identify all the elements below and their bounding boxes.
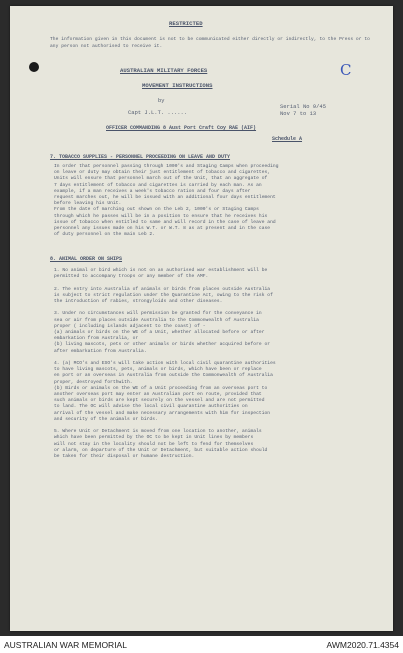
archive-caption-left: AUSTRALIAN WAR MEMORIAL	[4, 640, 127, 650]
classification-heading: RESTRICTED	[169, 20, 203, 27]
section-7-heading: 7. TOBACCO SUPPLIES - PERSONNEL PROCEEDING ON LEAVE AND DUTY	[50, 154, 231, 160]
section-7-body: In order that personnel passing through 1000's and Staging Camps when proceeding on leave or duty may obtain their just entitlement of tobacco and cigarettes, Units will ensure that personnel march out of the Unit, that an aggregate of 7 days entitlement of tobacco and cigarettes is carried by each man. As an example, if a man receives a week's tobacco ration and four days after request marches out, he will be issued with an additional four days entitlement before leaving his Unit. From the date of marching out shown on the Leb 2, 1000's or Staging Camps through which he passes will be in a position to ensure that he receives his issue of tobacco when entitled to same and will record in the case of leave and personnel any issues made on his W.T. or W.T. 8 as at present and in the case of duty personnel on the main Leb 2.	[54, 164, 279, 238]
document-title-1: AUSTRALIAN MILITARY FORCES	[120, 67, 208, 74]
author-line: Capt J.L.T. ......	[128, 110, 188, 116]
schedule-reference: Schedule A	[272, 136, 303, 142]
by-label: by	[158, 98, 165, 104]
distribution-warning: The information given in this document is not to be communicated either directly or indirectly, to the Press or to any person not authorised to receive it.	[50, 37, 370, 49]
serial-line-1: Serial No 9/45	[280, 104, 326, 110]
punch-hole	[29, 62, 39, 72]
handwritten-mark: C	[340, 61, 352, 79]
unit-line: OFFICER COMMANDING 8 Aust Port Craft Coy RAE (AIF)	[106, 125, 257, 131]
section-8-body: 1. No animal or bird which is not on an authorised war establishment will be permitted to accompany troops or any member of the AMF. 2. The entry into Australia of animals or birds from places outside Australia is subject to strict regulation under the Quarantine Act, owing to the risk of the introduction of rabies, strongyloids and other diseases. 3. Under no circumstances will permission be granted for the conveyance in sea or air from places outside Australia to the Commonwealth of Australia proper ( including islands adjacent to the coast) of - (a) animals or birds on the WE of a Unit, whether allocated before or after embarkation from Australia, or (b) living mascots, pets or other animals or birds whether acquired before or after embarkation from Australia. 4. (a) MCO's and ESO's will take action with local civil quarantine authorities to have living mascots, pets, animals or birds, which have been or replace en port or an overseas in Australia from outside the Commonwealth of Australia proper, destroyed forthwith. (b) Birds or animals on the WE of a Unit proceeding from an overseas port to another overseas port may enter an Australian port en route, provided that such animals or birds are kept securely on the vessel and are not permitted to land. The OC will advise the local civil quarantine authorities on arrival of the vessel and make necessary arrangements with him for inspection and security of the animals or birds. 5. Where Unit or Detachment is moved from one location to another, animals which have been permitted by the OC to be kept in Unit lines by members will not stay in the locality should not be left to fend for themselves or alarm, on departure of the Unit or Detachment, but suitable action should be taken for their disposal or humane destruction.	[54, 268, 276, 460]
document-title-2: MOVEMENT INSTRUCTIONS	[142, 82, 213, 89]
archive-caption-right: AWM2020.71.4354	[326, 640, 399, 650]
section-8-heading: 8. ANIMAL ORDER ON SHIPS	[50, 256, 123, 262]
document-page	[10, 6, 393, 631]
serial-line-2: Nov 7 to 13	[280, 111, 317, 117]
